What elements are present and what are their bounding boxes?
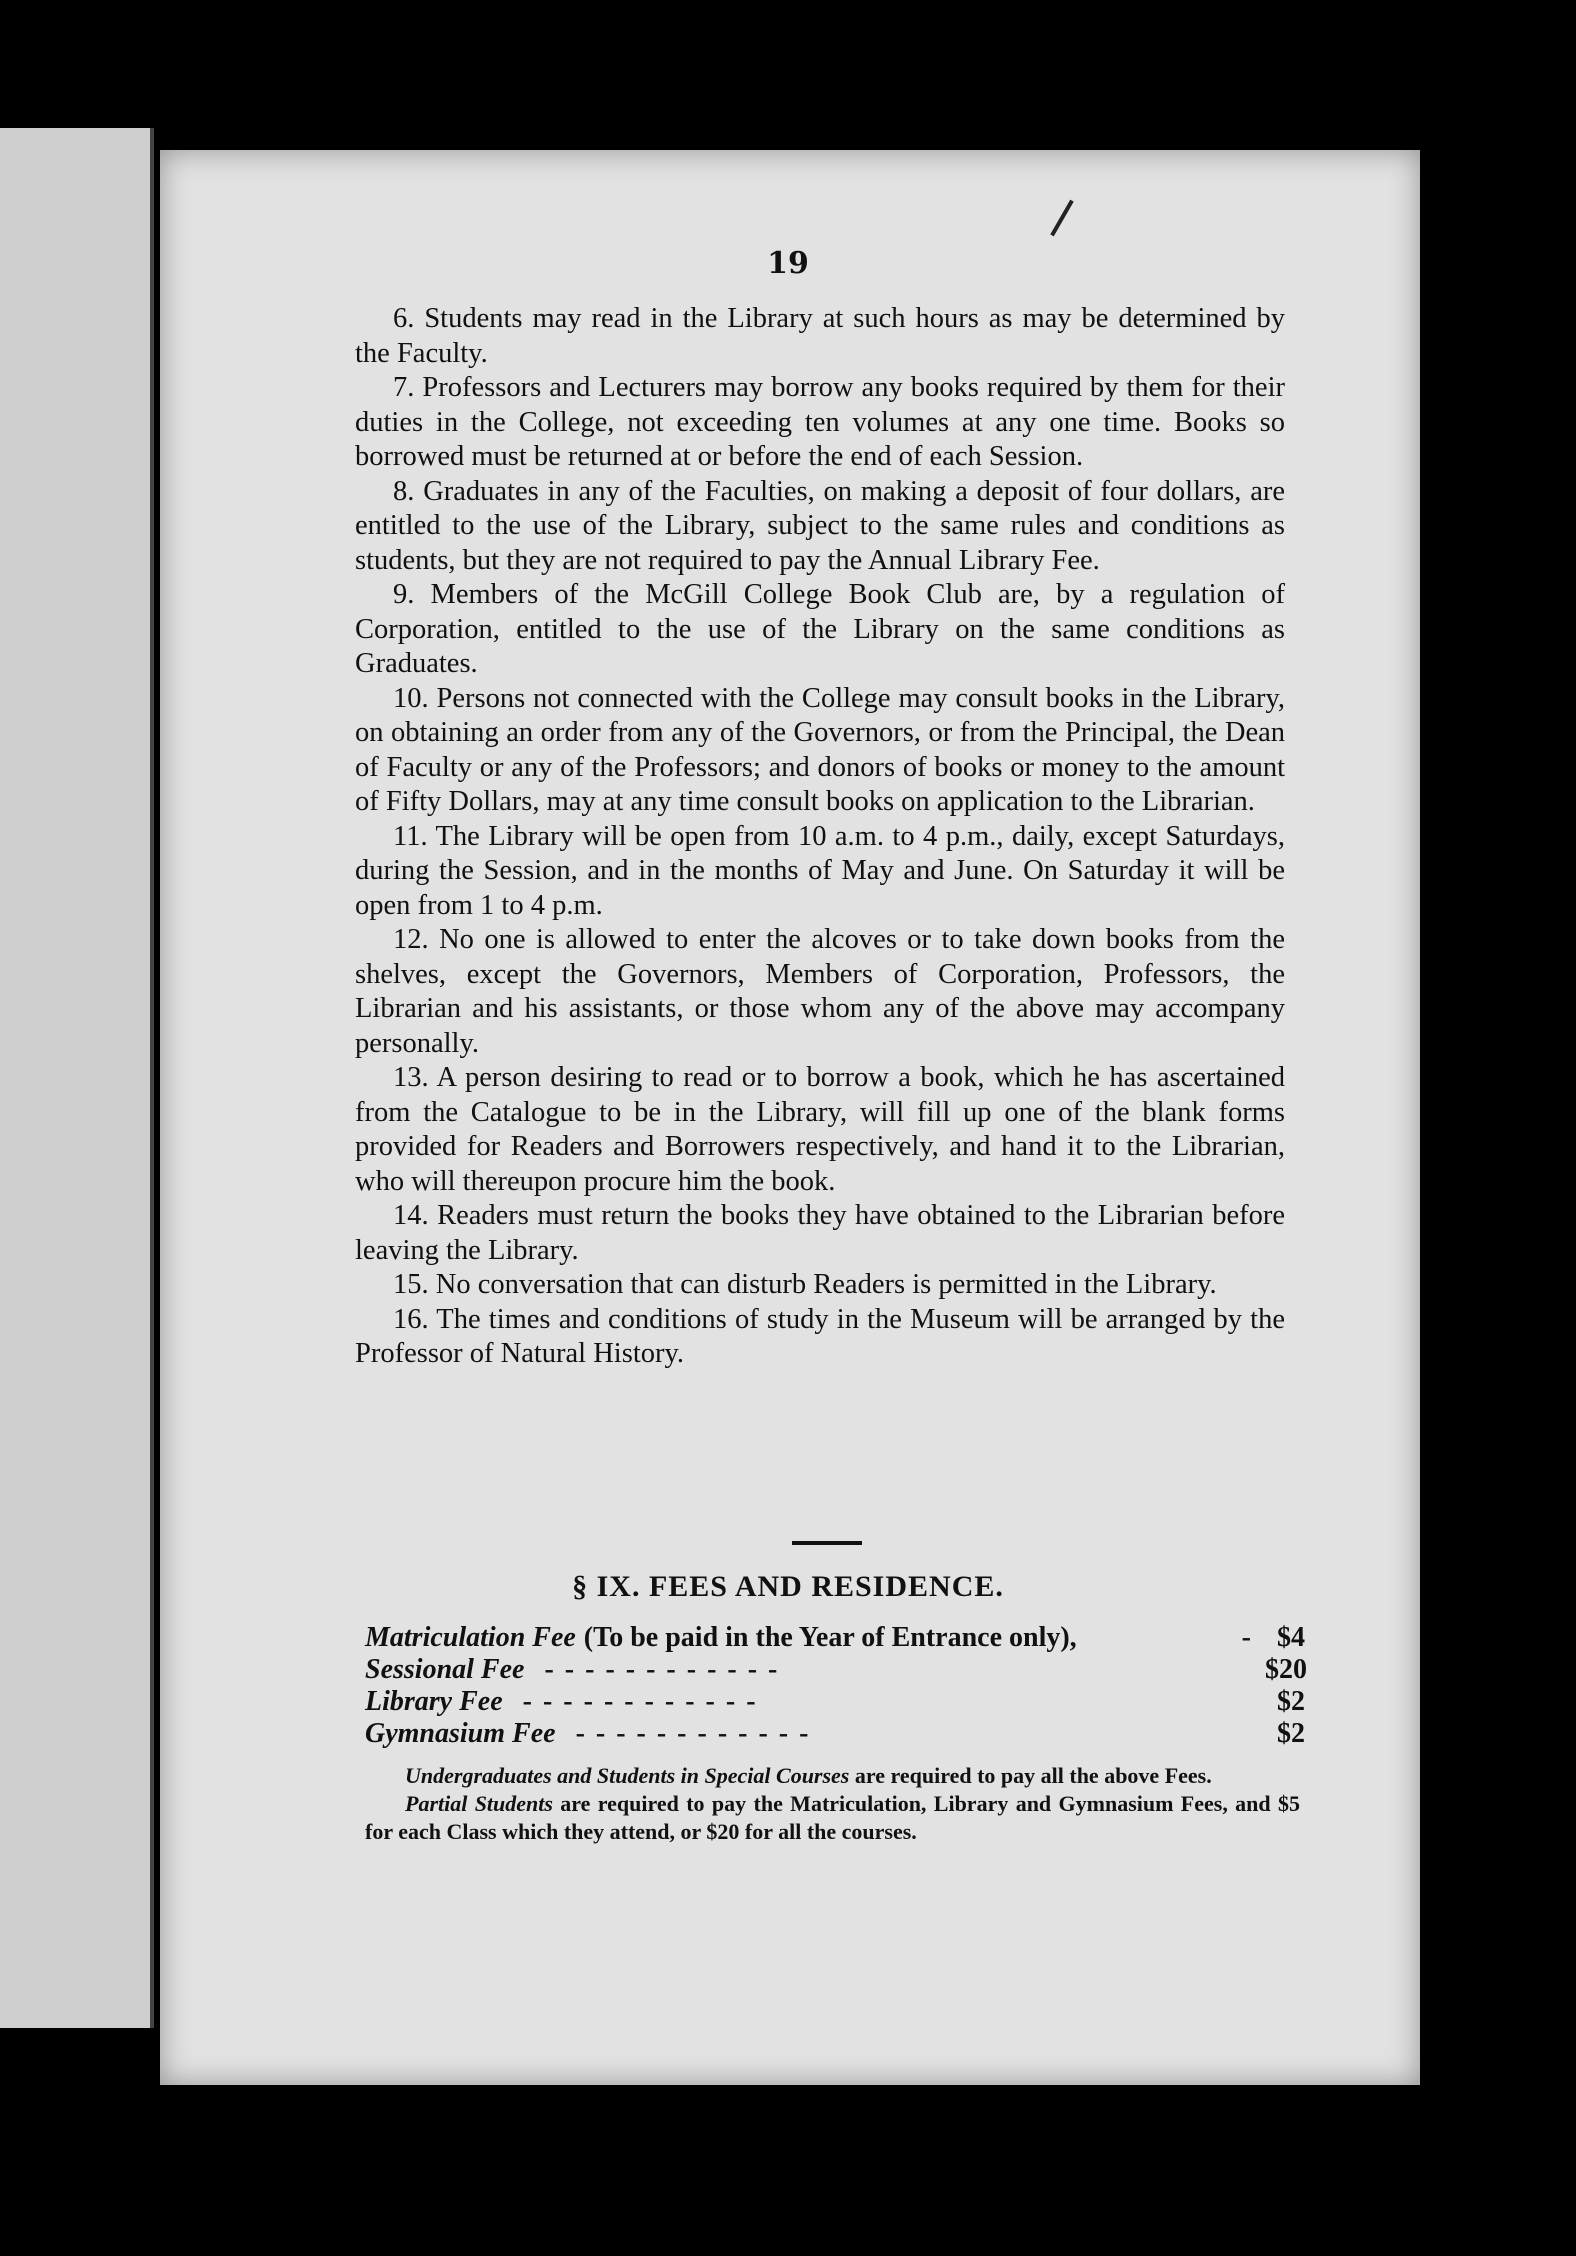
page-number: 19 xyxy=(767,246,809,281)
rule-7: 7. Professors and Lecturers may borrow any books required by them for their duties in the College, not exceeding ten volumes at any one time. Books so borrowed must be returned at or before the end of each Session. xyxy=(355,372,1285,472)
fee-name: Gymnasium Fee xyxy=(365,1718,556,1749)
rule-11: 11. The Library will be open from 10 a.m. to 4 p.m., daily, except Saturdays, during the Session, and in the months of May and June. On Saturday it will be open from 1 to 4 p.m. xyxy=(355,820,1285,921)
fee-leader: - - - - - - - - - - - - xyxy=(544,1654,780,1685)
rule-14: 14. Readers must return the books they have obtained to the Librarian before leaving the Library. xyxy=(355,1200,1285,1266)
rule-6: 6. Students may read in the Library at such hours as may be determined by the Faculty. xyxy=(355,303,1285,369)
fee-leader: - - - - - - - - - - - - xyxy=(575,1718,811,1749)
fee-row xyxy=(365,1718,1305,1750)
partial-students-note-text: are required to pay the Matriculation, Library and Gymnasium Fees, and $5 for each Class which they attend, or $20 for all the courses. xyxy=(365,1791,1300,1844)
fee-name: Sessional Fee xyxy=(365,1654,525,1685)
library-rules xyxy=(355,302,1285,1372)
fee-note: (To be paid in the Year of Entrance only), xyxy=(583,1622,1077,1653)
rule-10: 10. Persons not connected with the College may consult books in the Library, on obtaining an order from any of the Governors, or from the Principal, the Dean of Faculty or any of the Professors; and donors of books or money to the amount of Fifty Dollars, may at any time consult books on application to the Librarian. xyxy=(355,682,1285,817)
section-divider xyxy=(792,1541,862,1545)
partial-students-note xyxy=(365,1790,1300,1846)
facing-page-edge xyxy=(0,128,154,2028)
fee-amount: $2 xyxy=(1277,1718,1305,1749)
rule-9: 9. Members of the McGill College Book Club are, by a regulation of Corporation, entitled to the use of the Library on the same conditions as Graduates. xyxy=(355,579,1285,679)
fee-table xyxy=(365,1622,1305,1750)
fee-name: Library Fee xyxy=(365,1686,503,1717)
fee-amount: $2 xyxy=(1277,1686,1305,1717)
rule-13: 13. A person desiring to read or to borrow a book, which he has ascertained from the Catalogue to be in the Library, will fill up one of the blank forms provided for Readers and Borrowers respectively, and hand it to the Librarian, who will thereupon procure him the book. xyxy=(355,1062,1285,1197)
fee-amount: $20 xyxy=(1265,1654,1307,1685)
undergraduate-note-lead: Undergraduates and Students in Special Courses xyxy=(405,1763,850,1788)
fee-leader: - - - - - - - - - - - - xyxy=(522,1686,758,1717)
undergraduate-note xyxy=(365,1762,1300,1790)
fee-leader: - xyxy=(1241,1622,1253,1653)
rule-16: 16. The times and conditions of study in the Museum will be arranged by the Professor of Natural History. xyxy=(355,1303,1285,1369)
partial-students-note-lead: Partial Students xyxy=(405,1791,553,1816)
fee-row xyxy=(365,1622,1305,1654)
rule-8: 8. Graduates in any of the Faculties, on making a deposit of four dollars, are entitled to the use of the Library, subject to the same rules and conditions as students, but they are not required to pay the Annual Library Fee. xyxy=(355,475,1285,576)
rule-15: 15. No conversation that can disturb Readers is permitted in the Library. xyxy=(393,1269,1217,1300)
fee-footnotes xyxy=(365,1762,1300,1846)
fee-amount: $4 xyxy=(1277,1622,1305,1653)
fee-row xyxy=(365,1686,1305,1718)
fee-row xyxy=(365,1654,1305,1686)
fee-name: Matriculation Fee xyxy=(365,1622,576,1653)
section-heading: § IX. FEES AND RESIDENCE. xyxy=(572,1570,1004,1603)
undergraduate-note-text: are required to pay all the above Fees. xyxy=(849,1763,1212,1788)
rule-12: 12. No one is allowed to enter the alcoves or to take down books from the shelves, except the Governors, Members of Corporation, Professors, the Librarian and his assistants, or those whom any of the above may accompany personally. xyxy=(355,924,1285,1059)
